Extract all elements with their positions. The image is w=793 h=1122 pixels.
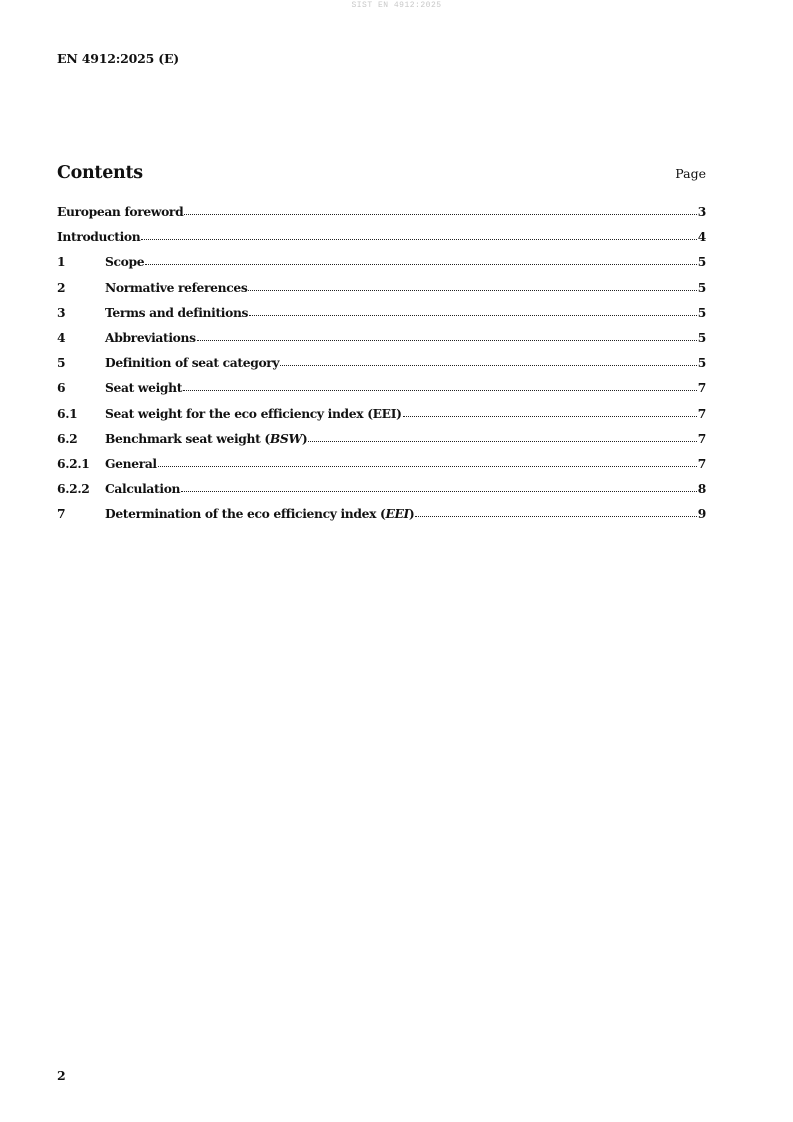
toc-entry[interactable] (57, 229, 706, 254)
toc-entry[interactable] (57, 330, 706, 355)
toc-entry-title-text: General (105, 455, 157, 471)
toc-entry-page: 4 (697, 229, 706, 245)
toc-dot-leader (415, 508, 696, 518)
toc-entry-number: 3 (57, 304, 66, 320)
toc-entry-title-text: Seat weight (105, 380, 183, 396)
toc-entry[interactable] (57, 506, 706, 531)
toc-entry-number: 4 (57, 329, 66, 345)
document-id-header: EN 4912:2025 (E) (57, 51, 180, 66)
toc-dot-leader (141, 231, 696, 241)
toc-entry-page: 5 (697, 254, 706, 270)
toc-dot-leader (145, 256, 697, 266)
toc-entry-number: 6.2.1 (57, 455, 90, 471)
toc-entry-page: 8 (697, 481, 706, 497)
toc-entry[interactable] (57, 380, 706, 405)
toc-entry-page: 3 (697, 204, 706, 219)
toc-dot-leader (183, 382, 697, 392)
toc-entry-page: 7 (697, 405, 706, 421)
toc-entry-title (57, 229, 140, 244)
toc-entry-number: 6.1 (57, 405, 78, 421)
toc-entry-page: 5 (697, 304, 706, 320)
toc-entry-page: 7 (697, 455, 706, 471)
toc-entry-title (105, 456, 157, 471)
toc-entry[interactable] (57, 254, 706, 279)
toc-entry-title (105, 431, 307, 446)
toc-entry-title-text: Abbreviations (105, 329, 196, 345)
toc-dot-leader (158, 458, 697, 468)
toc-entry-page: 7 (697, 430, 706, 446)
toc-entry-number: 5 (57, 355, 66, 371)
page-column-label: Page (675, 166, 706, 181)
toc-entry-title-text: Definition of seat category (105, 355, 280, 371)
toc-entry-title (105, 380, 182, 395)
toc-entry-page: 9 (697, 506, 706, 522)
toc-entry[interactable] (57, 456, 706, 481)
toc-entry-title (105, 355, 279, 370)
contents-title: Contents (57, 163, 143, 183)
toc-entry-title (105, 481, 180, 496)
toc-entry-page: 5 (697, 279, 706, 295)
toc-entry-title-suffix: ) (408, 506, 415, 522)
toc-dot-leader (403, 408, 697, 418)
toc-entry-title (105, 305, 248, 320)
toc-entry-title-italic: EEI (385, 506, 409, 522)
toc-entry-title-text: Calculation (105, 481, 181, 497)
footer-page-number: 2 (57, 1068, 66, 1083)
toc-entry[interactable] (57, 481, 706, 506)
toc-entry[interactable] (57, 280, 706, 305)
toc-entry[interactable] (57, 204, 706, 229)
toc-entry-page: 5 (697, 329, 706, 345)
toc-entry-title (105, 280, 247, 295)
toc-entry-number: 6 (57, 380, 66, 396)
toc-entry[interactable] (57, 406, 706, 431)
table-of-contents (57, 204, 706, 531)
toc-entry-number: 7 (57, 506, 66, 522)
toc-dot-leader (184, 206, 696, 216)
toc-entry-number: 6.2.2 (57, 481, 90, 497)
toc-entry-title (57, 204, 183, 219)
toc-entry-title (105, 406, 402, 421)
toc-entry-title-text: Terms and definitions (105, 304, 249, 320)
toc-entry-title (105, 330, 196, 345)
toc-entry-title-text: Normative references (105, 279, 248, 295)
toc-dot-leader (249, 307, 697, 317)
toc-dot-leader (308, 433, 696, 443)
toc-entry-title (105, 506, 414, 521)
toc-dot-leader (280, 357, 697, 367)
toc-dot-leader (197, 332, 697, 342)
toc-entry-title-text: Scope (105, 254, 145, 270)
toc-dot-leader (181, 483, 697, 493)
toc-entry-title-suffix: ) (301, 430, 308, 446)
toc-entry-title-text: Seat weight for the eco efficiency index (EEI) (105, 405, 402, 421)
toc-entry[interactable] (57, 431, 706, 456)
watermark: SIST EN 4912:2025 (351, 1, 442, 10)
toc-entry-title-text: European foreword (57, 204, 184, 219)
toc-entry-number: 1 (57, 254, 66, 270)
toc-entry-title-italic: BSW (269, 430, 302, 446)
contents-heading-row (57, 163, 706, 183)
toc-entry-title (105, 254, 144, 269)
toc-entry-title-text: Introduction (57, 229, 141, 245)
toc-entry-number: 6.2 (57, 430, 78, 446)
toc-entry-page: 7 (697, 380, 706, 396)
toc-entry[interactable] (57, 355, 706, 380)
toc-entry[interactable] (57, 305, 706, 330)
toc-entry-title-text: Determination of the eco efficiency index ( (105, 506, 386, 522)
toc-entry-title-text: Benchmark seat weight ( (105, 430, 270, 446)
toc-dot-leader (248, 282, 696, 292)
toc-entry-number: 2 (57, 279, 66, 295)
toc-entry-page: 5 (697, 355, 706, 371)
